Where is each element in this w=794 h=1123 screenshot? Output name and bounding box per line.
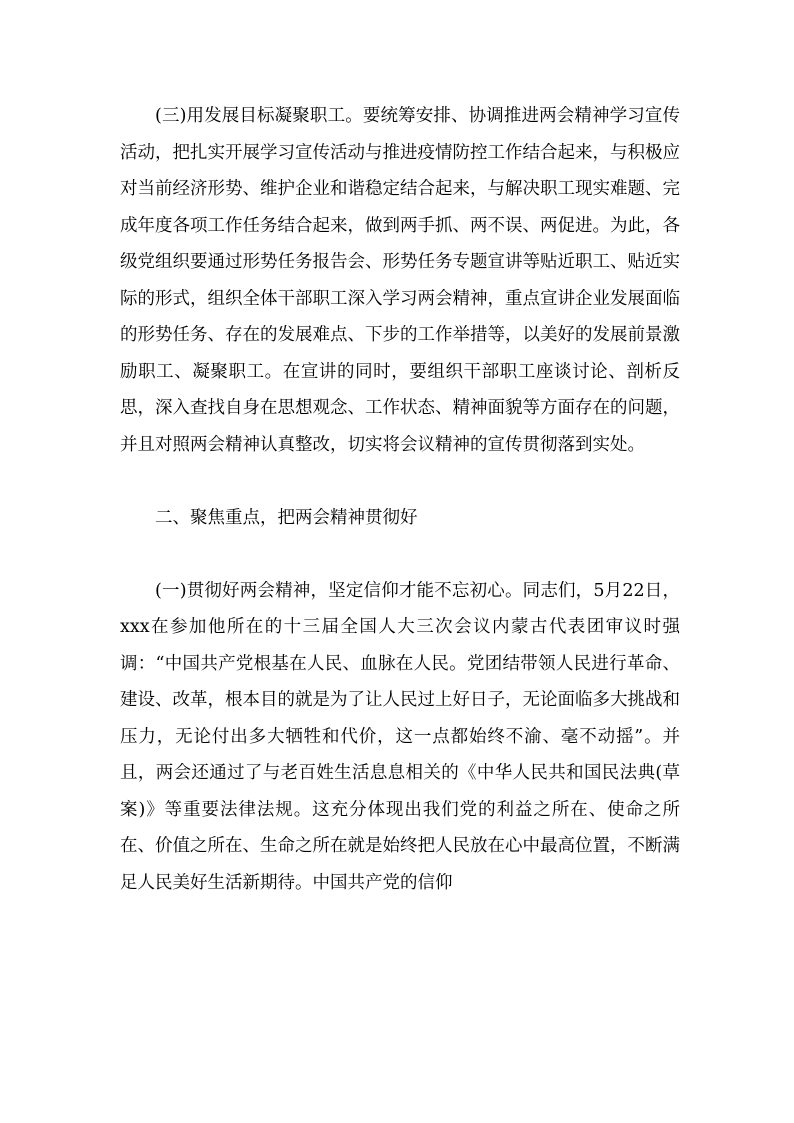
section-heading-two: 二、聚焦重点，把两会精神贯彻好 — [155, 507, 418, 528]
paragraph-section-one: (一)贯彻好两会精神，坚定信仰才能不忘初心。同志们，5月22日，xxx在参加他所在的十三届全国人大三次会议内蒙古代表团审议时强调：“中国共产党根基在人民、血脉在人民。党团结带领人民进行革命、建设、改革，根本目的就是为了让人民过上好日子，无论面临多大挑战和压力，无论付出多大牺牲和代价，这一点都始终不渝、毫不动摇”。并且，两会还通过了与老百姓生活息息相关的《中华人民共和国民法典(草案)》等重要法律法规。这充分体现出我们党的利益之所在、使命之所在、价值之所在、生命之所在就是始终把人民放在心中最高位置，不断满足人民美好生活新期待。中国共产党的信仰 — [120, 580, 680, 893]
document-page — [120, 98, 680, 901]
paragraph-section-three: (三)用发展目标凝聚职工。要统筹安排、协调推进两会精神学习宣传活动，把扎实开展学习宣传活动与推进疫情防控工作结合起来，与积极应对当前经济形势、维护企业和谐稳定结合起来，与解决职工现实难题、完成年度各项工作任务结合起来，做到两手抓、两不误、两促进。为此，各级党组织要通过形势任务报告会、形势任务专题宣讲等贴近职工、贴近实际的形式，组织全体干部职工深入学习两会精神，重点宣讲企业发展面临的形势任务、存在的发展难点、下步的工作举措等，以美好的发展前景激励职工、凝聚职工。在宣讲的同时，要组织干部职工座谈讨论、剖析反思，深入查找自身在思想观念、工作状态、精神面貌等方面存在的问题，并且对照两会精神认真整改，切实将会议精神的宣传贯彻落到实处。 — [120, 106, 680, 455]
